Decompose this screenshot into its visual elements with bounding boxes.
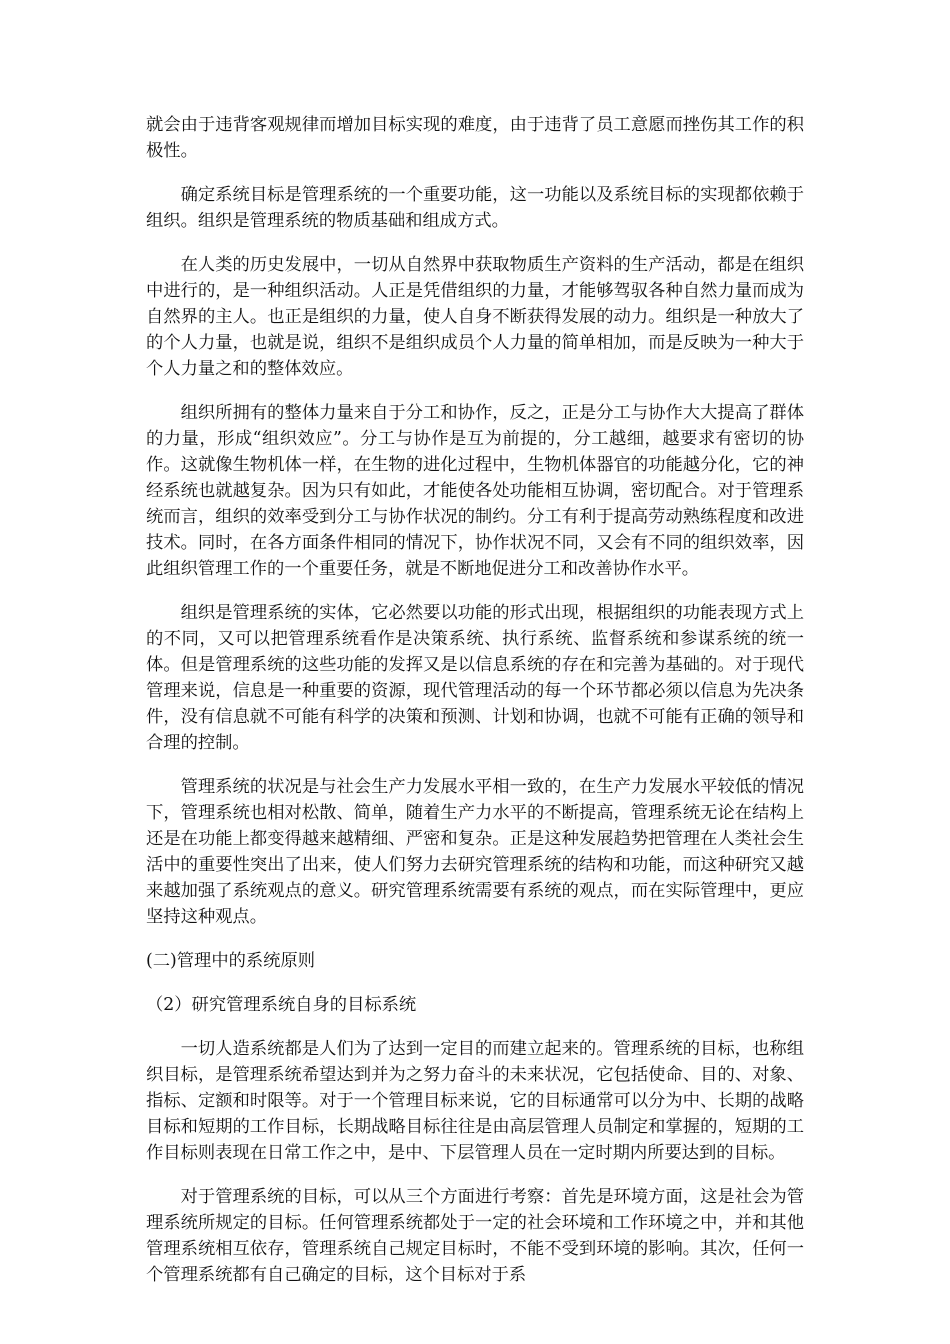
paragraph: 在人类的历史发展中，一切从自然界中获取物质生产资料的生产活动，都是在组织中进行的，是一种组织活动。人正是凭借组织的力量，才能够驾驭各种自然力量而成为自然界的主人。也正是组织的力量，使人自身不断获得发展的动力。组织是一种放大了的个人力量，也就是说，组织不是组织成员个人力量的简单相加，而是反映为一种大于个人力量之和的整体效应。 [146,255,804,379]
paragraph: 就会由于违背客观规律而增加目标实现的难度，由于违背了员工意愿而挫伤其工作的积极性。 [146,115,804,161]
paragraph: 组织所拥有的整体力量来自于分工和协作，反之，正是分工与协作大大提高了群体的力量，形成“组织效应”。分工与协作是互为前提的，分工越细，越要求有密切的协作。这就像生物机体一样，在生物的进化过程中，生物机体器官的功能越分化，它的神经系统也就越复杂。因为只有如此，才能使各处功能相互协调，密切配合。对于管理系统而言，组织的效率受到分工与协作状况的制约。分工有利于提高劳动熟练程度和改进技术。同时，在各方面条件相同的情况下，协作状况不同，又会有不同的组织效率，因此组织管理工作的一个重要任务，就是不断地促进分工和改善协作水平。 [146,403,804,579]
subsection-heading: （2）研究管理系统自身的目标系统 [146,995,417,1015]
paragraph: 确定系统目标是管理系统的一个重要功能，这一功能以及系统目标的实现都依赖于组织。组织是管理系统的物质基础和组成方式。 [146,185,804,231]
paragraph: 对于管理系统的目标，可以从三个方面进行考察：首先是环境方面，这是社会为管理系统所规定的目标。任何管理系统都处于一定的社会环境和工作环境之中，并和其他管理系统相互依存，管理系统自己规定目标时，不能不受到环境的影响。其次，任何一个管理系统都有自己确定的目标，这个目标对于系 [146,1187,804,1285]
paragraph: 一切人造系统都是人们为了达到一定目的而建立起来的。管理系统的目标，也称组织目标，是管理系统希望达到并为之努力奋斗的未来状况，它包括使命、目的、对象、指标、定额和时限等。对于一个管理目标来说，它的目标通常可以分为中、长期的战略目标和短期的工作目标，长期战略目标往往是由高层管理人员制定和掌握的，短期的工作目标则表现在日常工作之中，是中、下层管理人员在一定时期内所要达到的目标。 [146,1039,804,1163]
section-heading: (二)管理中的系统原则 [146,951,316,971]
paragraph: 管理系统的状况是与社会生产力发展水平相一致的，在生产力发展水平较低的情况下，管理系统也相对松散、简单，随着生产力水平的不断提高，管理系统无论在结构上还是在功能上都变得越来越精细、严密和复杂。正是这种发展趋势把管理在人类社会生活中的重要性突出了出来，使人们努力去研究管理系统的结构和功能，而这种研究又越来越加强了系统观点的意义。研究管理系统需要有系统的观点，而在实际管理中，更应坚持这种观点。 [146,777,804,927]
paragraph: 组织是管理系统的实体，它必然要以功能的形式出现，根据组织的功能表现方式上的不同，又可以把管理系统看作是决策系统、执行系统、监督系统和参谋系统的统一体。但是管理系统的这些功能的发挥又是以信息系统的存在和完善为基础的。对于现代管理来说，信息是一种重要的资源，现代管理活动的每一个环节都必须以信息为先决条件，没有信息就不可能有科学的决策和预测、计划和协调，也就不可能有正确的领导和合理的控制。 [146,603,804,753]
document-body [146,112,804,1306]
